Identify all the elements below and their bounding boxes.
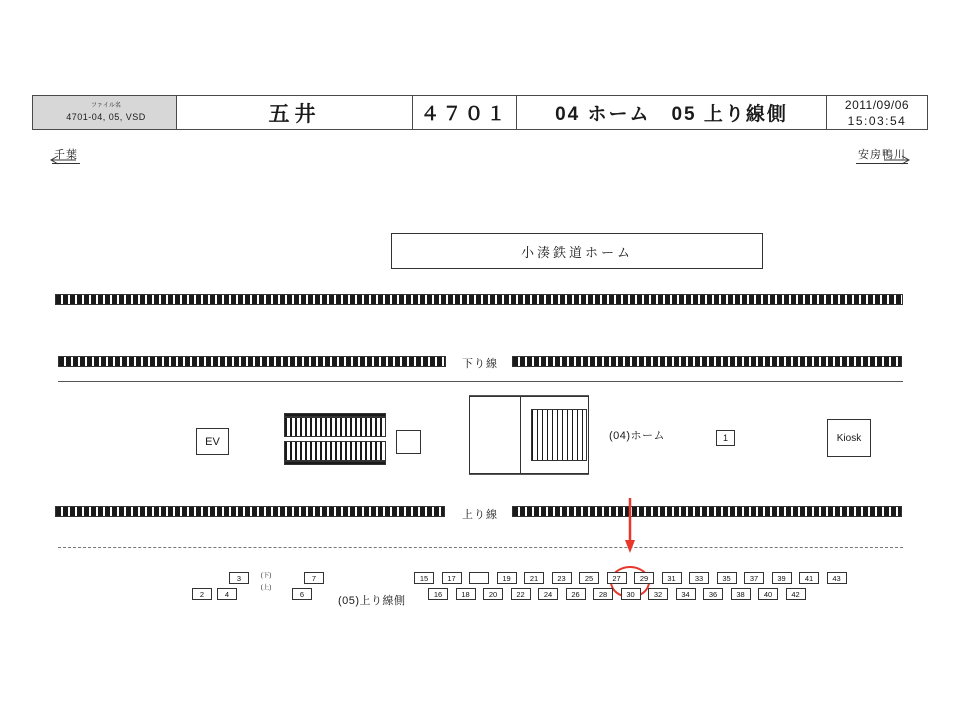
right-cell-top-0: 15 xyxy=(414,572,434,584)
right-cell-top-3: 19 xyxy=(497,572,517,584)
left-cell-bot-0: 2 xyxy=(192,588,212,600)
small-equipment-box xyxy=(396,430,421,454)
arrow-left-icon xyxy=(50,155,76,165)
up-line-label: 上り線 xyxy=(458,506,502,522)
right-cell-top-2 xyxy=(469,572,489,584)
right-cell-bottom-6: 28 xyxy=(593,588,613,600)
kominato-platform-box: 小湊鉄道ホーム xyxy=(391,233,763,269)
left-cell-top-1: 7 xyxy=(304,572,324,584)
right-cell-bottom-7: 30 xyxy=(621,588,641,600)
escalator-lower xyxy=(284,441,386,461)
direction-left-text: 千葉 xyxy=(52,146,80,164)
right-cell-bottom-13: 42 xyxy=(786,588,806,600)
right-cell-top-4: 21 xyxy=(524,572,544,584)
header-description: 04 ホーム 05 上り線側 xyxy=(517,96,827,129)
right-cell-bottom-0: 16 xyxy=(428,588,448,600)
header-file-cell xyxy=(33,96,177,129)
stairway-landing xyxy=(469,396,521,474)
file-label: ファイル名 xyxy=(91,103,121,109)
right-cell-top-1: 17 xyxy=(442,572,462,584)
right-cell-top-7: 27 xyxy=(607,572,627,584)
escalator-top-bar xyxy=(284,413,386,417)
right-cell-top-10: 33 xyxy=(689,572,709,584)
arrow-right-icon xyxy=(884,155,910,165)
platform05-dashed-rule xyxy=(58,547,903,548)
down-line-edge-right xyxy=(512,356,902,367)
header-table xyxy=(32,95,928,130)
file-name: 4701-04, 05, VSD xyxy=(66,112,146,122)
right-cell-top-14: 41 xyxy=(799,572,819,584)
right-cell-bottom-8: 32 xyxy=(648,588,668,600)
right-cell-bottom-10: 36 xyxy=(703,588,723,600)
right-cell-bottom-2: 20 xyxy=(483,588,503,600)
platform-edge-strip-top xyxy=(55,294,903,305)
stairway-top-rule xyxy=(469,395,589,396)
kiosk-box: Kiosk xyxy=(827,419,871,457)
up-line-edge-left xyxy=(55,506,445,517)
right-cell-top-12: 37 xyxy=(744,572,764,584)
down-line-edge-left xyxy=(58,356,446,367)
right-cell-top-6: 25 xyxy=(579,572,599,584)
header-station-name: 五井 xyxy=(177,96,413,129)
right-cell-top-8: 29 xyxy=(634,572,654,584)
escalator-upper xyxy=(284,417,386,437)
stairway-steps xyxy=(531,409,587,461)
right-cell-bottom-11: 38 xyxy=(731,588,751,600)
direction-right-text: 安房鴨川 xyxy=(856,146,908,164)
up-line-edge-right xyxy=(512,506,902,517)
right-cell-bottom-5: 26 xyxy=(566,588,586,600)
right-cell-bottom-1: 18 xyxy=(456,588,476,600)
left-cell-bot-1: 4 xyxy=(217,588,237,600)
elevator-box: EV xyxy=(196,428,229,455)
right-cell-bottom-9: 34 xyxy=(676,588,696,600)
right-cell-top-11: 35 xyxy=(717,572,737,584)
platform04-label: (04)ホーム xyxy=(609,430,666,442)
header-date: 2011/09/06 xyxy=(844,97,910,112)
right-cell-top-13: 39 xyxy=(772,572,792,584)
header-timestamp xyxy=(827,96,927,129)
right-cell-bottom-4: 24 xyxy=(538,588,558,600)
right-cell-top-9: 31 xyxy=(662,572,682,584)
right-cell-bottom-12: 40 xyxy=(758,588,778,600)
up-sub-label: (上) xyxy=(260,584,272,591)
down-sub-label: (下) xyxy=(260,572,272,579)
left-cell-top-0: 3 xyxy=(229,572,249,584)
header-time: 15:03:54 xyxy=(847,113,907,128)
escalator-bottom-bar xyxy=(284,461,386,465)
right-cell-top-5: 23 xyxy=(552,572,572,584)
stairway-bottom-rule xyxy=(469,474,589,475)
right-cell-top-15: 43 xyxy=(827,572,847,584)
down-line-label: 下り線 xyxy=(458,355,502,371)
upline05-label: (05)上り線側 xyxy=(338,595,406,607)
red-arrow-icon xyxy=(624,498,636,554)
right-cell-bottom-3: 22 xyxy=(511,588,531,600)
pillar-marker-box: 1 xyxy=(716,430,735,446)
header-drawing-number: ４７０１ xyxy=(413,96,517,129)
left-cell-bot-2: 6 xyxy=(292,588,312,600)
platform04-top-rule xyxy=(58,381,903,382)
